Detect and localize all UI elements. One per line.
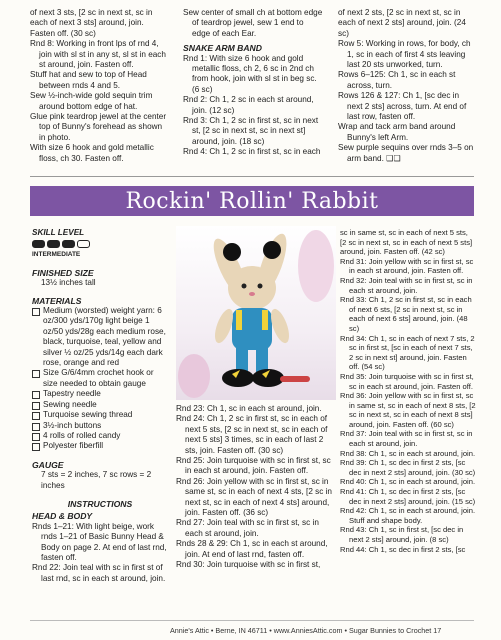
para: Rnd 40: Ch 1, sc in each st around, join.	[340, 477, 476, 487]
para: of next 3 sts, [2 sc in next st, sc in each of next 3 sts] around, join. Fasten off. (30 sc)	[30, 8, 153, 38]
page-title: Rockin' Rollin' Rabbit	[125, 188, 379, 214]
section-heading: SNAKE ARM BAND	[183, 43, 262, 54]
para: Rnd 24: Ch 1, 2 sc in first st, sc in each of next 5 sts, [2 sc in next st, sc in each of next 5 sts] 3 times, sc in each of last 2 sts, join. Fasten off. (30 sc)	[176, 414, 328, 455]
para: Rows 126 & 127: Ch 1, [sc dec in next 2 sts] across, turn. At end of last row, fasten off.	[338, 91, 467, 122]
gauge-text: 7 sts = 2 inches, 7 sc rows = 2 inches	[41, 470, 152, 490]
skill-segment	[47, 240, 60, 248]
rabbit-illustration	[176, 226, 336, 400]
candy-roll	[280, 376, 310, 382]
para: Rnds 1–21: With light beige, work rnds 1–21 of Basic Bunny Head & Body on page 2. At end of last rnd, fasten off.	[32, 521, 167, 562]
material-item	[32, 389, 168, 399]
material-label: Tapestry needle	[43, 389, 101, 399]
para: Rnd 41: Ch 1, sc dec in first 2 sts, [sc dec in next 2 sts] around, join. (15 sc)	[340, 487, 476, 506]
section-heading: MATERIALS	[32, 295, 82, 306]
checkbox-icon	[32, 423, 40, 431]
finished-size: 13½ inches tall	[41, 278, 96, 288]
middle-column	[176, 404, 332, 571]
bg-bunny-ear	[298, 230, 334, 302]
right-column	[340, 228, 476, 554]
para: Rnd 32: Join teal with sc in first st, sc in each st around, join.	[340, 275, 473, 295]
para: Sew center of small ch at bottom edge of teardrop jewel, sew 1 end to edge of each Ear.	[183, 8, 323, 38]
strap	[262, 310, 268, 330]
skill-segment	[77, 240, 90, 248]
para: Wrap and tack arm band around Bunny's left Arm.	[338, 122, 456, 142]
divider	[30, 176, 474, 177]
para: Sew ½-inch-wide gold sequin trim around bottom edge of hat.	[30, 91, 153, 111]
para: Rnd 25: Join turquoise with sc in first st, sc in each st around, join. Fasten off.	[176, 456, 331, 476]
checkbox-icon	[32, 402, 40, 410]
material-item	[32, 306, 168, 368]
eye	[258, 284, 263, 289]
material-label: Turquoise sewing thread	[43, 410, 133, 420]
footer-divider	[30, 620, 474, 621]
skill-level-text: INTERMEDIATE	[32, 251, 81, 259]
para: Rnd 43: Ch 1, sc in first st, [sc dec in next 2 sts] around, join. (8 sc)	[340, 525, 464, 544]
material-item	[32, 431, 168, 441]
para: Rnds 28 & 29: Ch 1, sc in each st around, join. At end of last rnd, fasten off.	[176, 539, 328, 559]
ear-muff	[223, 243, 241, 261]
checkbox-icon	[32, 443, 40, 451]
nose	[249, 292, 255, 296]
para: Stuff hat and sew to top of Head between rnds 4 and 5.	[30, 70, 147, 90]
material-item	[32, 400, 168, 410]
para: Rnd 8: Working in front lps of rnd 4, join with sl st in any st, sl st in each st around, join. Fasten off.	[30, 39, 166, 70]
left-column	[32, 228, 168, 584]
right-leg	[256, 348, 268, 372]
para: Rnd 35: Join turquoise with sc in first st, sc in each st around, join. Fasten off.	[340, 371, 474, 391]
material-item	[32, 441, 168, 451]
para: Rows 6–125: Ch 1, sc in each st across, turn.	[338, 70, 456, 90]
para: With size 6 hook and gold metallic floss, ch 30. Fasten off.	[30, 143, 154, 163]
material-label: Medium (worsted) weight yarn: 6 oz/300 yds/170g light beige 1 oz/50 yds/28g each medium rose, black, turquoise, teal, yellow and silver ½ oz/25 yds/14g each dark rose, orange and red	[43, 306, 166, 368]
material-label: Size G/6/4mm crochet hook or size needed to obtain gauge	[43, 368, 154, 388]
material-label: Polyester fiberfill	[43, 441, 104, 451]
checkbox-icon	[32, 391, 40, 399]
para: Rnd 3: Ch 1, 2 sc in first st, sc in next st, [2 sc in next st, sc in next st] around, join. (18 sc)	[183, 116, 319, 146]
material-label: Sewing needle	[43, 399, 97, 409]
section-heading: HEAD & BODY	[32, 511, 93, 522]
top-column-3	[338, 8, 476, 164]
para: Rnd 33: Ch 1, 2 sc in first st, sc in each of next 6 sts, [2 sc in next st, sc in each of next 6 sts] around, join. (48 sc)	[340, 295, 472, 333]
para: Rnd 23: Ch 1, sc in each st around, join.	[176, 404, 322, 413]
para: Rnd 37: Join teal with sc in first st, sc in each st around, join.	[340, 429, 473, 449]
material-item	[32, 368, 168, 389]
rabbit-photo	[176, 226, 336, 400]
checkbox-icon	[32, 308, 40, 316]
material-label: 3½-inch buttons	[43, 420, 102, 430]
para: Rnd 36: Join yellow with sc in first st, sc in same st, sc in each of next 8 sts, [2 sc in next st, sc in each of next 8 sts] around, join. Fasten off. (60 sc)	[340, 391, 476, 429]
para: Glue pink teardrop jewel at the center top of Bunny's forehead as shown in photo.	[30, 112, 167, 142]
page-footer: Annie's Attic • Berne, IN 46711 • www.AnniesAttic.com • Sugar Bunnies to Crochet 17	[170, 626, 442, 635]
ear-muff	[263, 241, 281, 259]
para: Rnd 2: Ch 1, 2 sc in each st around, join. (12 sc)	[183, 95, 314, 115]
material-item	[32, 410, 168, 420]
head	[228, 266, 276, 310]
para: Rnd 42: Ch 1, sc in each st around, join. Stuff and shape body.	[340, 506, 476, 525]
material-item	[32, 421, 168, 431]
section-heading: GAUGE	[32, 459, 64, 470]
para: Rnd 26: Join yellow with sc in first st, sc in same st, sc in each of next 4 sts, [2 sc in next st, sc in each of next 4 sts] around, join. Fasten off. (36 sc)	[176, 476, 332, 518]
material-label: 4 rolls of rolled candy	[43, 430, 121, 440]
section-heading: INSTRUCTIONS	[67, 498, 133, 509]
para: Rnd 31: Join yellow with sc in first st, sc in each st around, join. Fasten off.	[340, 256, 474, 276]
eye	[242, 284, 247, 289]
skill-segment	[62, 240, 75, 248]
para: Sew purple sequins over rnds 3–5 on arm band. ❑❑	[338, 143, 474, 163]
para: sc in same st, sc in each of next 5 sts, [2 sc in next st, sc in each of next 5 sts] around, join. Fasten off. (42 sc)	[340, 228, 473, 257]
para: Rnd 1: With size 6 hook and gold metallic floss, ch 2, 6 sc in 2nd ch from hook, join with sl st in beg sc. (6 sc)	[183, 53, 317, 94]
checkbox-icon	[32, 433, 40, 441]
para: Rnd 34: Ch 1, sc in each of next 7 sts, 2 sc in first st, [sc in each of next 7 sts, 2 sc in next st] around, join. Fasten off. (54 sc)	[340, 333, 475, 372]
para: Rnd 22: Join teal with sc in first st of last rnd, sc in each st around, join.	[32, 563, 166, 583]
para: Rnd 44: Ch 1, sc dec in first 2 sts, [sc	[340, 544, 466, 554]
checkbox-icon	[32, 370, 40, 378]
title-banner	[30, 186, 474, 216]
skill-segment	[32, 240, 45, 248]
top-column-1	[30, 8, 168, 164]
checkbox-icon	[32, 412, 40, 420]
para: of next 2 sts, [2 sc in next st, sc in each of next 2 sts] around, join. (24 sc)	[338, 8, 466, 38]
para: Rnd 39: Ch 1, sc dec in first 2 sts, [sc dec in next 2 sts] around, join. (30 sc)	[340, 458, 476, 477]
bg-bunny	[178, 354, 210, 398]
para: Rnd 30: Join turquoise with sc in first st,	[176, 560, 321, 570]
para: Rnd 4: Ch 1, 2 sc in first st, sc in each	[183, 147, 321, 157]
section-heading: FINISHED SIZE	[32, 267, 94, 278]
skill-level-meter	[32, 240, 168, 248]
para: Rnd 38: Ch 1, sc in each st around, join.	[340, 448, 476, 458]
para: Rnd 27: Join teal with sc in first st, sc in each st around, join.	[176, 518, 319, 538]
top-column-2	[183, 8, 323, 158]
skill-level-heading: SKILL LEVEL	[32, 228, 85, 237]
left-leg	[236, 348, 248, 372]
para: Row 5: Working in rows, for body, ch 1, sc in each of first 4 sts leaving last 20 sts unworked, turn.	[338, 39, 471, 70]
strap	[236, 310, 242, 330]
